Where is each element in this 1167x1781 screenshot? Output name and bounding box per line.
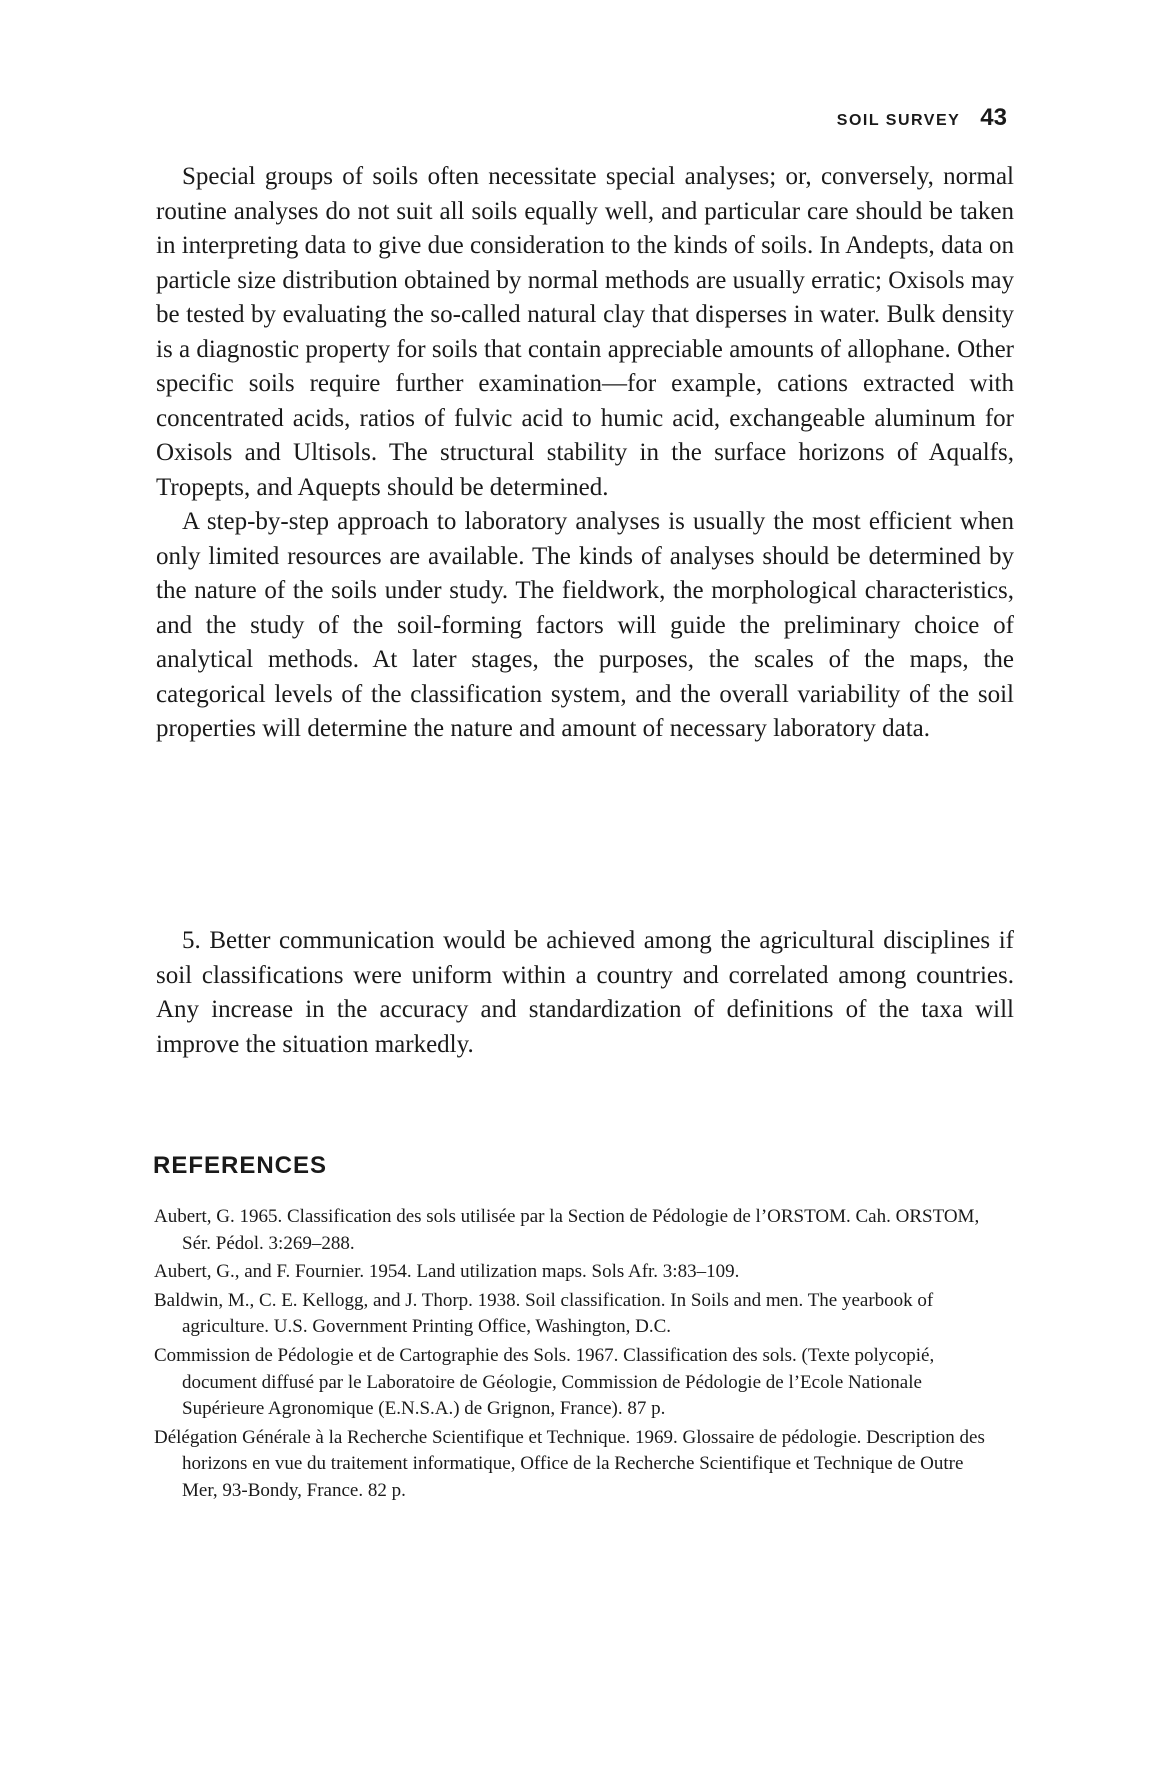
numbered-point — [156, 924, 1014, 1062]
reference-item: Aubert, G., and F. Fournier. 1954. Land utilization maps. Sols Afr. 3:83–109. — [154, 1261, 740, 1283]
paragraph: A step-by-step approach to laboratory analyses is usually the most efficient when only limited resources are available. The kinds of analyses should be determined by the nature of the soils under study. The fieldwork, the morphological characteristics, and the study of the soil-forming factors will guide the preliminary choice of analytical methods. At later stages, the purposes, the scales of the maps, the categorical levels of the classification system, and the overall variability of the soil properties will determine the nature and amount of necessary laboratory data. — [156, 508, 1014, 742]
references-heading: REFERENCES — [153, 1152, 328, 1179]
references-list — [154, 1204, 1002, 1507]
point-5-text: 5. Better communication would be achieved among the agricultural disciplines if soil classifications were uniform within a country and correlated among countries. Any increase in the accuracy and standardization of definitions of the taxa will improve the situation markedly. — [156, 927, 1014, 1058]
reference-item: Délégation Générale à la Recherche Scientifique et Technique. 1969. Glossaire de pédologie. Description des horizons en vue du traitement informatique, Office de la Recherche Scientifique et Technique de Outre Mer, 93-Bondy, France. 82 p. — [154, 1426, 985, 1501]
running-head — [837, 104, 1007, 132]
reference-item: Aubert, G. 1965. Classification des sols utilisée par la Section de Pédologie de l’ORSTOM. Cah. ORSTOM, Sér. Pédol. 3:269–288. — [154, 1206, 980, 1254]
main-text — [156, 160, 1014, 747]
reference-item: Commission de Pédologie et de Cartographie des Sols. 1967. Classification des sols. (Texte polycopié, document diffusé par le Laboratoire de Géologie, Commission de Pédologie de l’Ecole Nationale Supérieure Agronomique (E.N.S.A.) de Grignon, France). 87 p. — [154, 1344, 935, 1420]
reference-item: Baldwin, M., C. E. Kellogg, and J. Thorp. 1938. Soil classification. In Soils and men. The yearbook of agriculture. U.S. Government Printing Office, Washington, D.C. — [154, 1289, 934, 1338]
paragraph: Special groups of soils often necessitate special analyses; or, conversely, normal routine analyses do not suit all soils equally well, and particular care should be taken in interpreting data to give due consideration to the kinds of soils. In Andepts, data on particle size distribution obtained by normal methods are usually erratic; Oxisols may be tested by evaluating the so-called natural clay that disperses in water. Bulk density is a diagnostic property for soils that contain appreciable amounts of allophane. Other specific soils require further examination—for example, cations extracted with concentrated acids, ratios of fulvic acid to humic acid, exchangeable aluminum for Oxisols and Ultisols. The structural stability in the surface horizons of Aqualfs, Tropepts, and Aquepts should be determined. — [156, 163, 1014, 501]
page-number: 43 — [980, 104, 1007, 131]
running-title: SOIL SURVEY — [836, 112, 961, 129]
